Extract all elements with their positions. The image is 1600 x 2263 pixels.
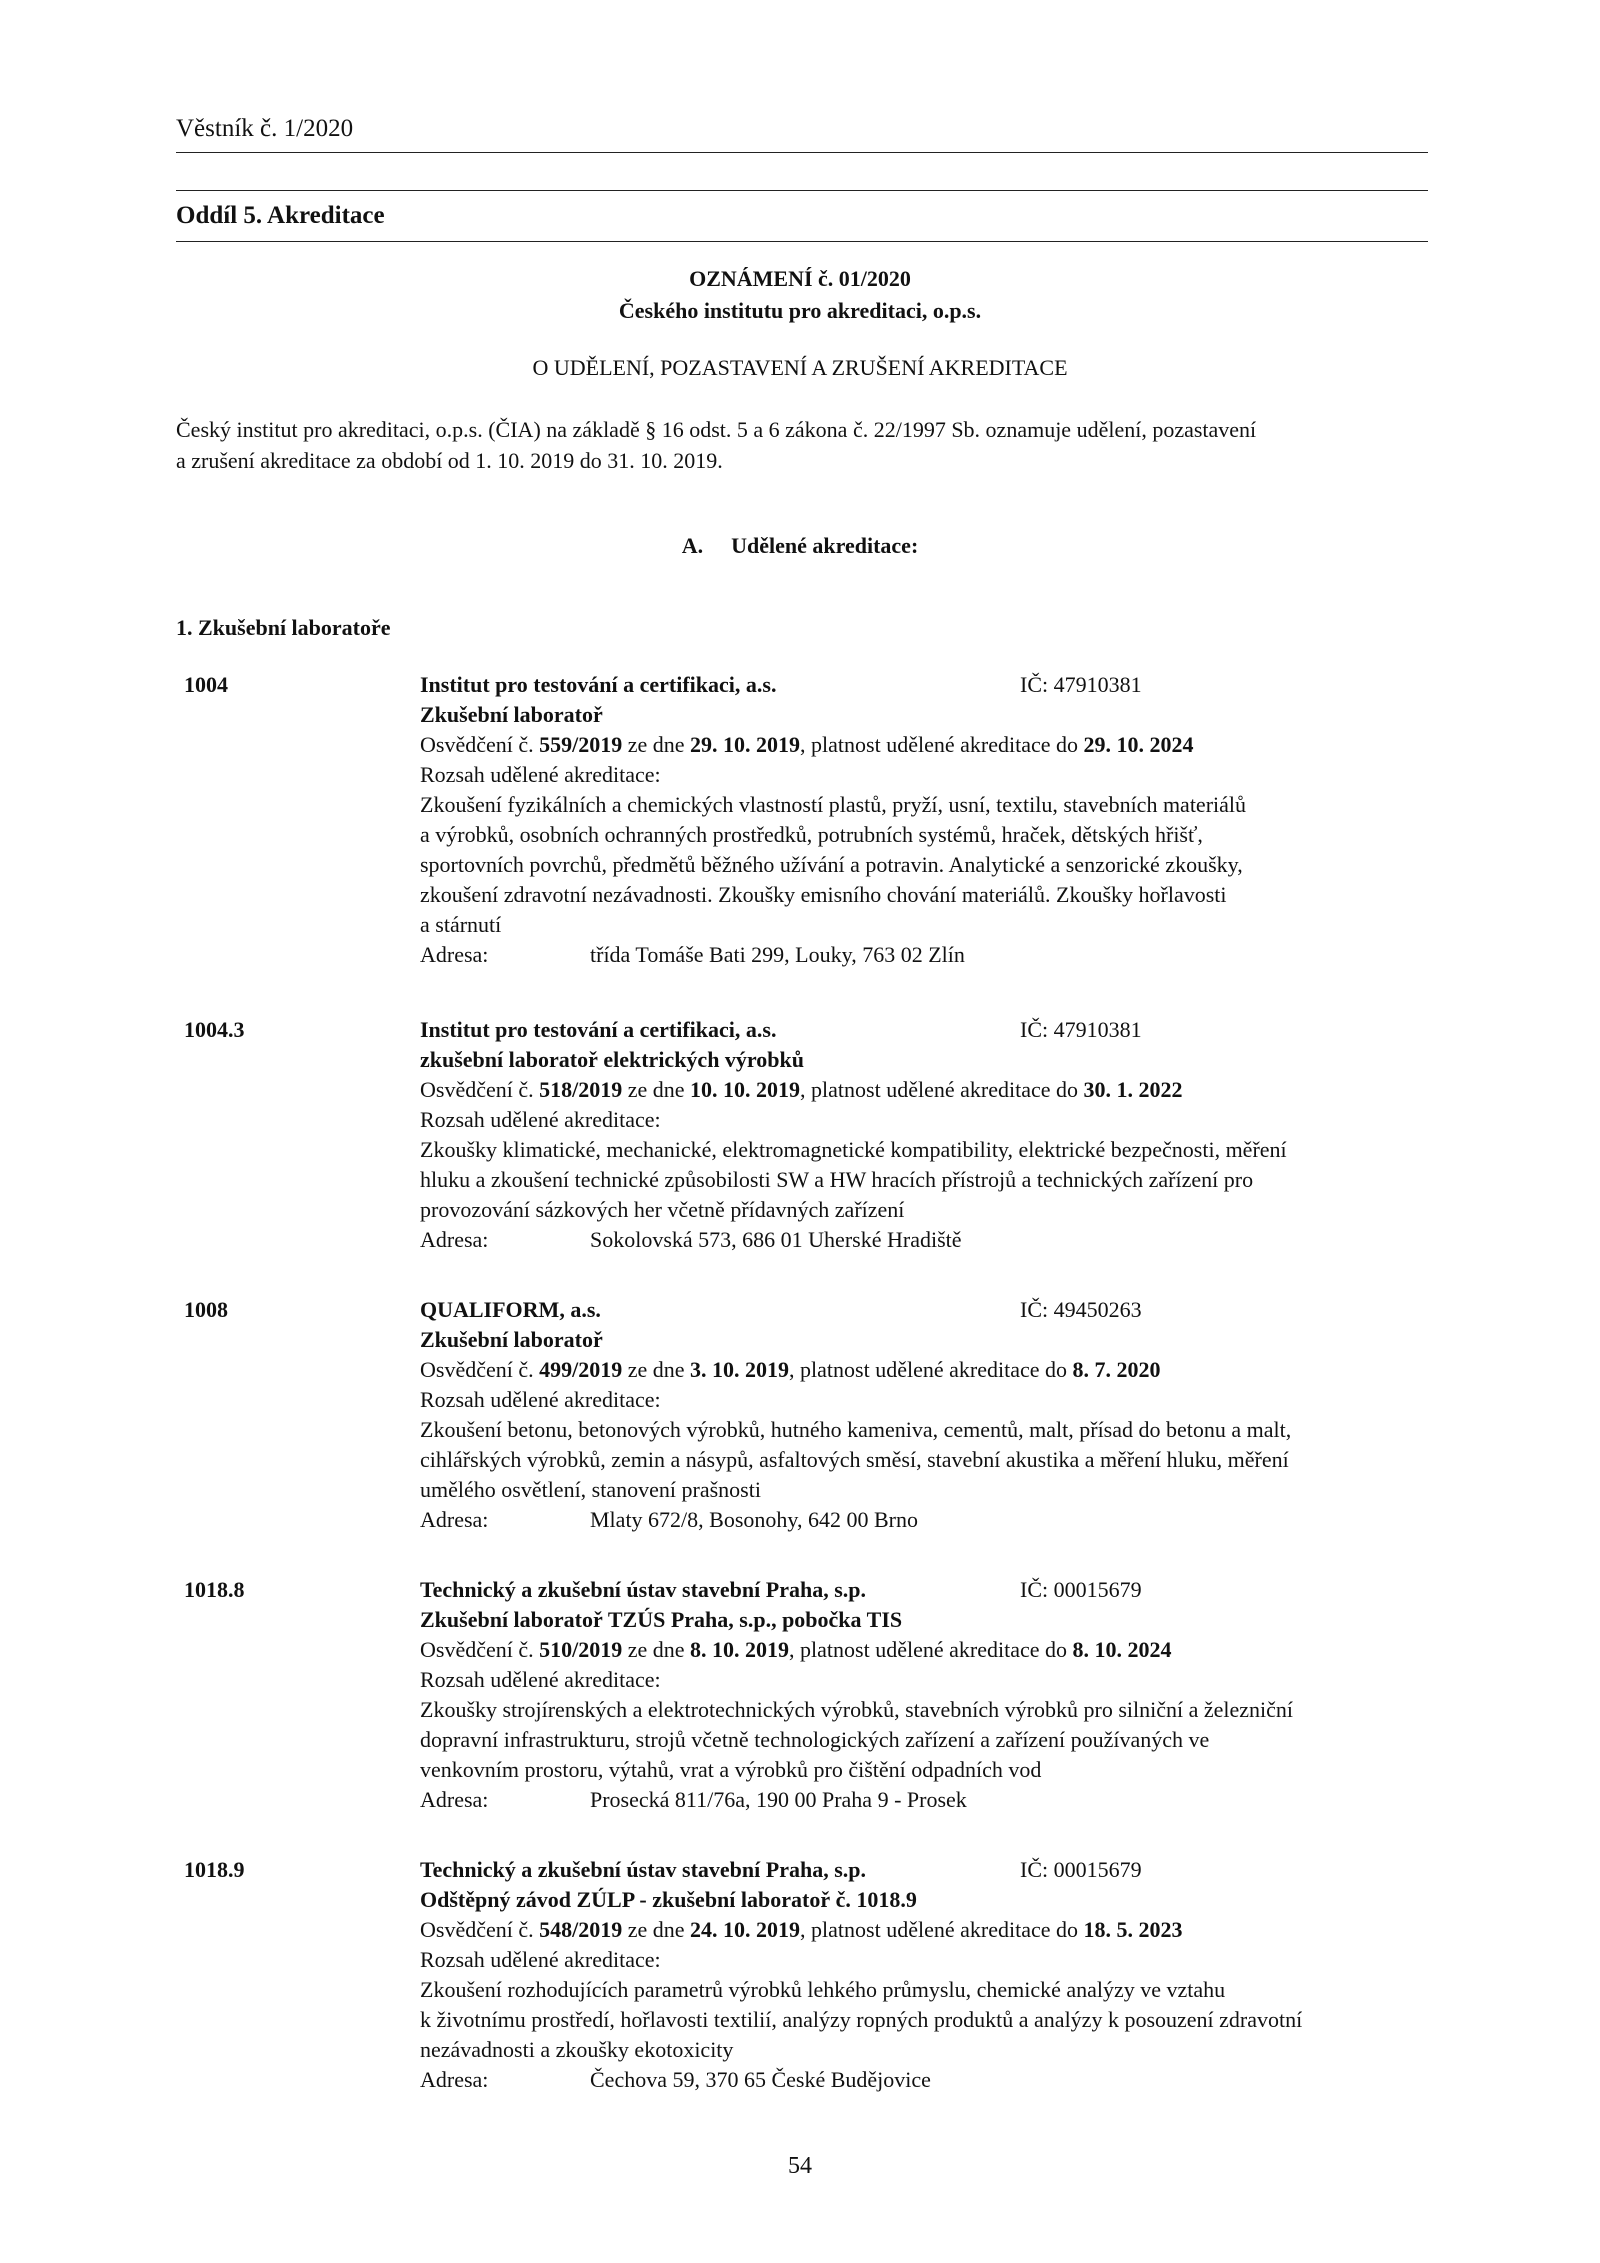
organization-name: QUALIFORM, a.s. xyxy=(420,1297,601,1322)
category-heading: 1. Zkušební laboratoře xyxy=(176,615,391,640)
scope-line: k životnímu prostředí, hořlavosti textilií, analýzy ropných produktů a analýzy k posouzení zdravotní xyxy=(420,2007,1303,2032)
scope-line: sportovních povrchů, předmětů běžného užívání a potravin. Analytické a senzorické zkoušky, xyxy=(420,852,1243,877)
cert-mid: ze dne xyxy=(622,1357,691,1382)
scope-line: Zkoušení fyzikálních a chemických vlastností plastů, pryží, usní, textilu, stavebních materiálů xyxy=(420,792,1247,817)
scope-line: Zkoušky strojírenských a elektrotechnických výrobků, stavebních výrobků pro silniční a železniční xyxy=(420,1697,1294,1722)
scope-label: Rozsah udělené akreditace: xyxy=(420,1947,661,1972)
address-value: Prosecká 811/76a, 190 00 Praha 9 - Prosek xyxy=(590,1787,967,1812)
address-line xyxy=(420,1505,1430,1535)
cert-mid: ze dne xyxy=(622,1077,691,1102)
accreditation-entry xyxy=(176,1295,1428,1535)
cert-prefix: Osvědčení č. xyxy=(420,1077,540,1102)
ico-number: IČ: 00015679 xyxy=(1020,1577,1142,1602)
entry-body xyxy=(420,1855,1430,2095)
cert-date: 29. 10. 2019 xyxy=(690,732,801,757)
entry-number: 1018.8 xyxy=(184,1577,245,1602)
ico-number: IČ: 49450263 xyxy=(1020,1297,1142,1322)
address-line xyxy=(420,2065,1430,2095)
intro-line: a zrušení akreditace za období od 1. 10. 2019 do 31. 10. 2019. xyxy=(176,448,723,473)
validity-text: , platnost udělené akreditace do xyxy=(800,1077,1084,1102)
notice-title-line1: OZNÁMENÍ č. 01/2020 xyxy=(689,266,911,291)
cert-mid: ze dne xyxy=(622,732,691,757)
cert-date: 3. 10. 2019 xyxy=(690,1357,790,1382)
scope-line: Zkoušení betonu, betonových výrobků, hutného kameniva, cementů, malt, přísad do betonu a malt, xyxy=(420,1417,1292,1442)
scope-line: hluku a zkoušení technické způsobilosti SW a HW hracích přístrojů a technických zařízení pro xyxy=(420,1167,1254,1192)
cert-date: 10. 10. 2019 xyxy=(690,1077,801,1102)
valid-until: 18. 5. 2023 xyxy=(1083,1917,1183,1942)
organization-name: Institut pro testování a certifikaci, a.s. xyxy=(420,672,777,697)
ico-number: IČ: 00015679 xyxy=(1020,1857,1142,1882)
scope-label: Rozsah udělené akreditace: xyxy=(420,1667,661,1692)
validity-text: , platnost udělené akreditace do xyxy=(800,1917,1084,1942)
part-heading xyxy=(0,530,1600,562)
validity-text: , platnost udělené akreditace do xyxy=(789,1357,1073,1382)
accreditation-entry xyxy=(176,1015,1428,1255)
unit-name: Zkušební laboratoř xyxy=(420,702,603,727)
valid-until: 30. 1. 2022 xyxy=(1083,1077,1183,1102)
validity-text: , platnost udělené akreditace do xyxy=(789,1637,1073,1662)
entry-number: 1008 xyxy=(184,1297,228,1322)
entry-body xyxy=(420,1295,1430,1535)
validity-text: , platnost udělené akreditace do xyxy=(800,732,1084,757)
organization-name: Technický a zkušební ústav stavební Praha, s.p. xyxy=(420,1577,867,1602)
entry-body xyxy=(420,670,1430,970)
cert-number: 548/2019 xyxy=(539,1917,623,1942)
scope-line: zkoušení zdravotní nezávadnosti. Zkoušky emisního chování materiálů. Zkoušky hořlavosti xyxy=(420,882,1227,907)
cert-prefix: Osvědčení č. xyxy=(420,732,540,757)
section-bar xyxy=(176,190,1428,242)
accreditation-entry xyxy=(176,1855,1428,2095)
organization-name: Technický a zkušební ústav stavební Praha, s.p. xyxy=(420,1857,867,1882)
scope-label: Rozsah udělené akreditace: xyxy=(420,762,661,787)
part-title: Udělené akreditace: xyxy=(731,533,919,558)
address-label: Adresa: xyxy=(420,942,489,967)
cert-prefix: Osvědčení č. xyxy=(420,1357,540,1382)
cert-number: 518/2019 xyxy=(539,1077,623,1102)
accreditation-entry xyxy=(176,670,1428,970)
ico-number: IČ: 47910381 xyxy=(1020,1017,1142,1042)
valid-until: 29. 10. 2024 xyxy=(1083,732,1194,757)
certificate-line xyxy=(420,730,1430,760)
scope-line: umělého osvětlení, stanovení prašnosti xyxy=(420,1477,761,1502)
address-label: Adresa: xyxy=(420,1227,489,1252)
certificate-line xyxy=(420,1075,1430,1105)
cert-prefix: Osvědčení č. xyxy=(420,1637,540,1662)
scope-label: Rozsah udělené akreditace: xyxy=(420,1387,661,1412)
cert-date: 24. 10. 2019 xyxy=(690,1917,801,1942)
page-header xyxy=(176,110,1428,153)
address-label: Adresa: xyxy=(420,2067,489,2092)
organization-line xyxy=(420,670,1430,700)
unit-name: Zkušební laboratoř xyxy=(420,1327,603,1352)
address-value: Čechova 59, 370 65 České Budějovice xyxy=(590,2067,931,2092)
entry-number: 1004 xyxy=(184,672,228,697)
certificate-line xyxy=(420,1635,1430,1665)
organization-line xyxy=(420,1295,1430,1325)
address-value: Sokolovská 573, 686 01 Uherské Hradiště xyxy=(590,1227,962,1252)
scope-line: venkovním prostoru, výtahů, vrat a výrobků pro čištění odpadních vod xyxy=(420,1757,1042,1782)
cert-number: 559/2019 xyxy=(539,732,623,757)
page-number: 54 xyxy=(788,2153,812,2179)
cert-mid: ze dne xyxy=(622,1917,691,1942)
scope-line: Zkoušení rozhodujících parametrů výrobků lehkého průmyslu, chemické analýzy ve vztahu xyxy=(420,1977,1226,2002)
scope-label: Rozsah udělené akreditace: xyxy=(420,1107,661,1132)
cert-date: 8. 10. 2019 xyxy=(690,1637,790,1662)
cert-number: 499/2019 xyxy=(539,1357,623,1382)
address-label: Adresa: xyxy=(420,1787,489,1812)
entry-number: 1018.9 xyxy=(184,1857,245,1882)
notice-title xyxy=(0,263,1600,327)
notice-title-line2: Českého institutu pro akreditaci, o.p.s. xyxy=(618,298,982,323)
intro-line: Český institut pro akreditaci, o.p.s. (ČIA) na základě § 16 odst. 5 a 6 zákona č. 22/1997 Sb. oznamuje udělení, pozastavení xyxy=(176,417,1257,442)
scope-line: dopravní infrastrukturu, strojů včetně technologických zařízení a zařízení používaných ve xyxy=(420,1727,1210,1752)
address-line xyxy=(420,1225,1430,1255)
accreditation-entry xyxy=(176,1575,1428,1815)
section-title: Oddíl 5. Akreditace xyxy=(176,202,385,229)
valid-until: 8. 10. 2024 xyxy=(1072,1637,1172,1662)
entry-body xyxy=(420,1015,1430,1255)
valid-until: 8. 7. 2020 xyxy=(1072,1357,1161,1382)
address-line xyxy=(420,940,1430,970)
scope-line: a výrobků, osobních ochranných prostředků, potrubních systémů, hraček, dětských hřišť, xyxy=(420,822,1203,847)
unit-name: zkušební laboratoř elektrických výrobků xyxy=(420,1047,805,1072)
certificate-line xyxy=(420,1915,1430,1945)
organization-line xyxy=(420,1015,1430,1045)
unit-name: Zkušební laboratoř TZÚS Praha, s.p., pobočka TIS xyxy=(420,1607,903,1632)
address-value: Mlaty 672/8, Bosonohy, 642 00 Brno xyxy=(590,1507,918,1532)
organization-name: Institut pro testování a certifikaci, a.s. xyxy=(420,1017,777,1042)
intro-paragraph xyxy=(176,414,1428,476)
address-line xyxy=(420,1785,1430,1815)
scope-line: nezávadnosti a zkoušky ekotoxicity xyxy=(420,2037,734,2062)
scope-line: Zkoušky klimatické, mechanické, elektromagnetické kompatibility, elektrické bezpečnosti, měření xyxy=(420,1137,1287,1162)
entry-body xyxy=(420,1575,1430,1815)
cert-number: 510/2019 xyxy=(539,1637,623,1662)
ico-number: IČ: 47910381 xyxy=(1020,672,1142,697)
scope-line: provozování sázkových her včetně přídavných zařízení xyxy=(420,1197,905,1222)
certificate-line xyxy=(420,1355,1430,1385)
cert-mid: ze dne xyxy=(622,1637,691,1662)
cert-prefix: Osvědčení č. xyxy=(420,1917,540,1942)
entry-number: 1004.3 xyxy=(184,1017,245,1042)
address-value: třída Tomáše Bati 299, Louky, 763 02 Zlín xyxy=(590,942,965,967)
organization-line xyxy=(420,1575,1430,1605)
journal-title: Věstník č. 1/2020 xyxy=(176,115,354,142)
address-label: Adresa: xyxy=(420,1507,489,1532)
organization-line xyxy=(420,1855,1430,1885)
notice-subheading: O UDĚLENÍ, POZASTAVENÍ A ZRUŠENÍ AKREDITACE xyxy=(532,355,1068,380)
unit-name: Odštěpný závod ZÚLP - zkušební laboratoř č. 1018.9 xyxy=(420,1887,917,1912)
part-letter: A. xyxy=(681,533,704,558)
scope-line: cihlářských výrobků, zemin a násypů, asfaltových směsí, stavební akustika a měření hluku, měření xyxy=(420,1447,1289,1472)
scope-line: a stárnutí xyxy=(420,912,502,937)
